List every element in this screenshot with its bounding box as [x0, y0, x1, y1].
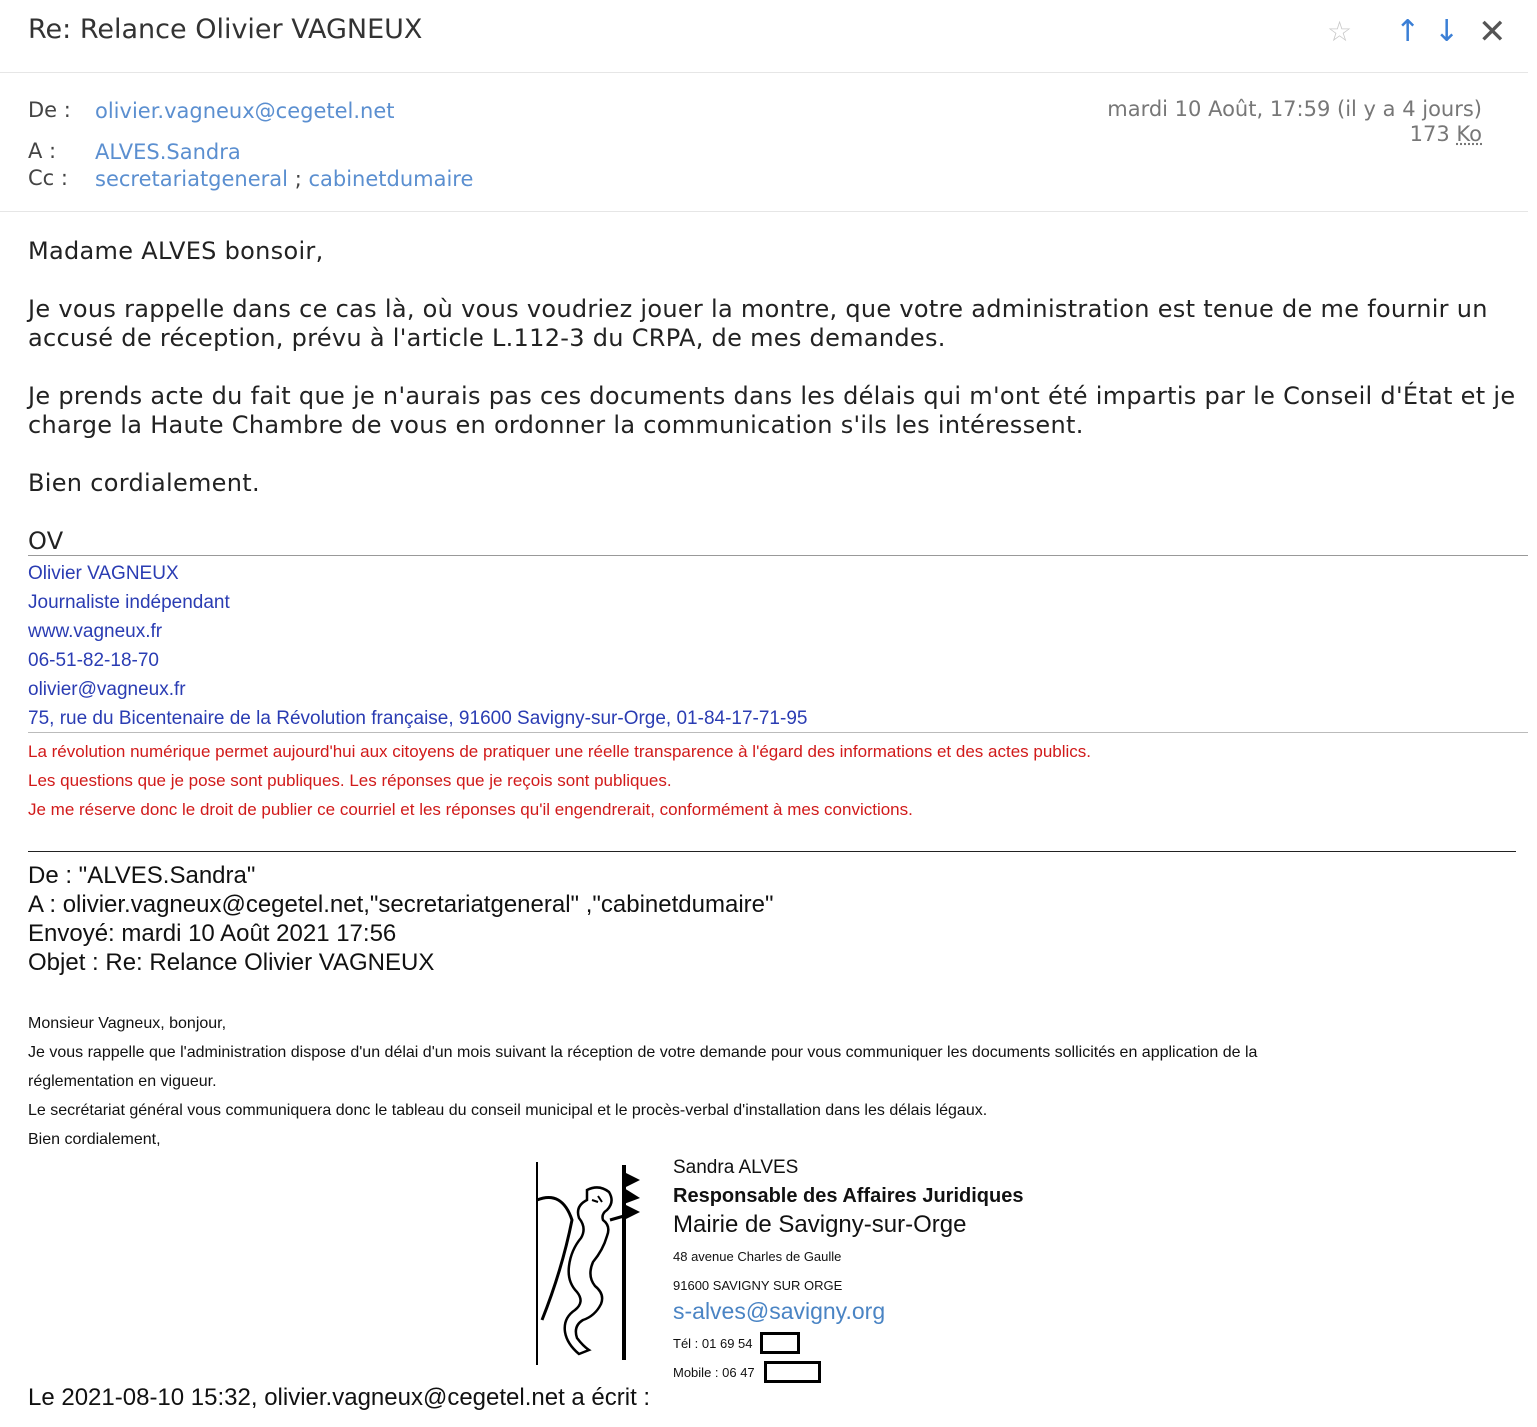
redaction-box	[764, 1361, 821, 1383]
quote-divider	[28, 851, 1516, 852]
savigny-logo	[532, 1160, 642, 1370]
cc-separator: ;	[294, 167, 302, 191]
body-paragraph-line: charge la Haute Chambre de vous en ordonner la communication s'ils les intéressent.	[28, 411, 1084, 439]
redaction-box	[760, 1332, 800, 1354]
previous-message-icon[interactable]: ↑	[1395, 14, 1421, 49]
signature-notice: Les questions que je pose sont publiques. Les réponses que je reçois sont publiques.	[28, 771, 672, 790]
sig2-address-line: 48 avenue Charles de Gaulle	[673, 1249, 842, 1264]
sig2-email-link[interactable]: s-alves@savigny.org	[673, 1298, 886, 1324]
star-icon[interactable]: ☆	[1327, 15, 1353, 48]
quoted-body-line: réglementation en vigueur.	[28, 1073, 217, 1090]
from-address-link[interactable]: olivier.vagneux@cegetel.net	[95, 99, 395, 123]
body-initials: OV	[28, 527, 64, 555]
quoted-to: A : olivier.vagneux@cegetel.net,"secretariatgeneral" ,"cabinetdumaire"	[28, 891, 774, 918]
message-size	[1410, 122, 1482, 146]
next-message-icon[interactable]: ↓	[1434, 14, 1460, 49]
size-unit: Ko	[1456, 122, 1482, 146]
body-paragraph-line: accusé de réception, prévu à l'article L.112-3 du CRPA, de mes demandes.	[28, 324, 946, 352]
quoted-from: De : "ALVES.Sandra"	[28, 862, 256, 889]
body-paragraph-line: Je prends acte du fait que je n'aurais pas ces documents dans les délais qui m'ont été impartis par le Conseil d'État et je	[28, 382, 1516, 410]
signature-phone: 06-51-82-18-70	[28, 650, 159, 671]
to-address-link[interactable]: ALVES.Sandra	[95, 140, 241, 164]
quoted-wrote-line: Le 2021-08-10 15:32, olivier.vagneux@cegetel.net a écrit :	[28, 1384, 651, 1411]
quoted-body-line: Je vous rappelle que l'administration dispose d'un délai d'un mois suivant la réception de votre demande pour vous communiquer les documents sollicités en application de la	[28, 1044, 1258, 1061]
signature-notice: La révolution numérique permet aujourd'hui aux citoyens de pratiquer une réelle transparence à l'égard des informations et des actes publics.	[28, 742, 1092, 761]
body-paragraph-line: Je vous rappelle dans ce cas là, où vous voudriez jouer la montre, que votre administration est tenue de me fournir un	[28, 295, 1488, 323]
signature-role: Journaliste indépendant	[28, 592, 230, 613]
signature-name: Olivier VAGNEUX	[28, 563, 179, 584]
quoted-body-line: Bien cordialement,	[28, 1131, 161, 1148]
signature-email-link[interactable]: olivier@vagneux.fr	[28, 679, 186, 700]
signature-website-link[interactable]: www.vagneux.fr	[28, 621, 163, 642]
cc-address-link[interactable]: cabinetdumaire	[308, 167, 474, 191]
sig2-org: Mairie de Savigny-sur-Orge	[673, 1211, 967, 1238]
sig2-tel: Tél : 01 69 54	[673, 1336, 753, 1351]
quoted-body-line: Le secrétariat général vous communiquera donc le tableau du conseil municipal et le procès-verbal d'installation dans les délais légaux.	[28, 1102, 988, 1119]
cc-address-link[interactable]: secretariatgeneral	[95, 167, 288, 191]
cc-label: Cc :	[28, 166, 68, 190]
size-number: 173	[1409, 122, 1450, 146]
lion-emblem-icon	[532, 1160, 642, 1370]
sig2-mobile: Mobile : 06 47	[673, 1365, 755, 1380]
email-subject: Re: Relance Olivier VAGNEUX	[28, 14, 423, 45]
header-divider	[0, 72, 1528, 73]
meta-divider	[0, 211, 1528, 212]
signature-divider-2	[28, 732, 1528, 733]
close-icon[interactable]: ✕	[1478, 12, 1507, 52]
message-date: mardi 10 Août, 17:59 (il y a 4 jours)	[1107, 97, 1482, 121]
body-greeting: Madame ALVES bonsoir,	[28, 237, 324, 265]
to-label: A :	[28, 139, 57, 163]
signature-address: 75, rue du Bicentenaire de la Révolution française, 91600 Savigny-sur-Orge, 01-84-17-71-95	[28, 708, 808, 729]
cc-list	[95, 167, 473, 191]
quoted-sent: Envoyé: mardi 10 Août 2021 17:56	[28, 920, 397, 947]
quoted-body-line: Monsieur Vagneux, bonjour,	[28, 1015, 227, 1032]
signature-divider	[28, 555, 1528, 556]
quoted-subject: Objet : Re: Relance Olivier VAGNEUX	[28, 949, 435, 976]
body-closing: Bien cordialement.	[28, 469, 260, 497]
signature-notice: Je me réserve donc le droit de publier ce courriel et les réponses qu'il engendrerait, conformément à mes convictions.	[28, 800, 913, 819]
from-label: De :	[28, 98, 71, 122]
sig2-address-line: 91600 SAVIGNY SUR ORGE	[673, 1278, 843, 1293]
sig2-title: Responsable des Affaires Juridiques	[673, 1185, 1024, 1207]
sig2-name: Sandra ALVES	[673, 1157, 799, 1178]
